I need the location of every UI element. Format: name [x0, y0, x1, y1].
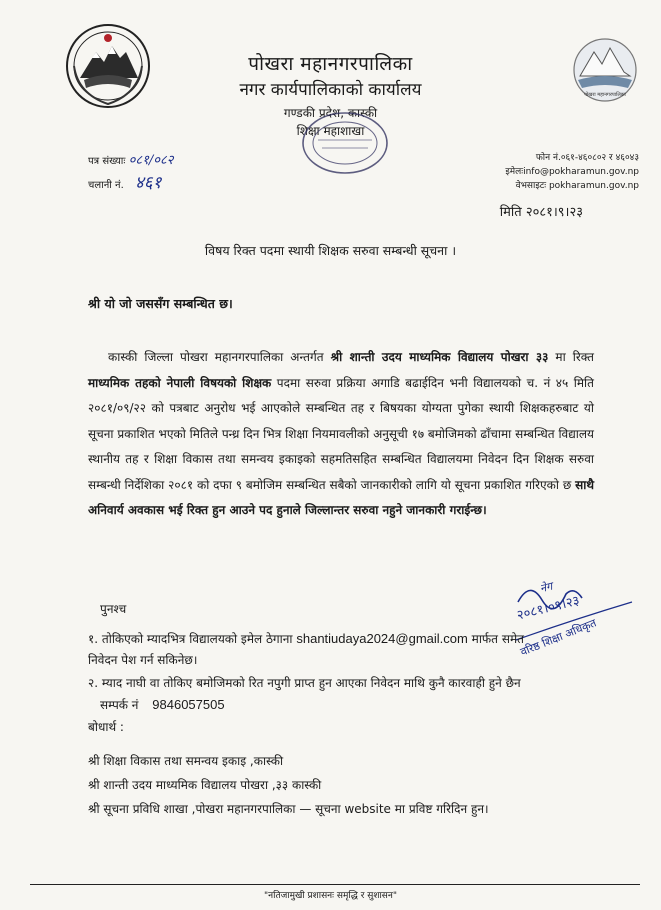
cc-item: श्री शिक्षा विकास तथा समन्वय इकाइ ,कास्की [88, 754, 284, 768]
contact-label: सम्पर्क नं [100, 698, 139, 712]
school-name: श्री शान्ती उदय माध्यमिक विद्यालय पोखरा ३३ [330, 350, 549, 364]
postscript-item-2: २. म्याद नाघी वा तोकिए बमोजिमको रित नपुगी प्राप्त हुन आएका निवेदन माथि कुनै कारवाही हुने छैन [88, 676, 521, 690]
postscript-item-1 [88, 630, 524, 647]
ref-number [88, 150, 174, 168]
pokhara-logo-icon [568, 36, 642, 104]
signature-block [512, 580, 642, 690]
cc-item: श्री सूचना प्रविधि शाखा ,पोखरा महानगरपालिका — सूचना website मा प्रविष्ट गरिदिन हुन। [88, 802, 489, 816]
salutation: श्री यो जो जससँग सम्बन्धित छ। [88, 296, 233, 311]
cc-label: बोधार्थ : [88, 720, 124, 734]
footer-divider [30, 884, 640, 885]
contact-number [100, 696, 225, 713]
svg-text:पोखरा महानगरपालिका: पोखरा महानगरपालिका [584, 92, 626, 98]
phone-number: फोन नं.०६१-४६०८०२ र ४६०४३ [535, 153, 639, 163]
body-text: मा रिक्त [548, 350, 595, 364]
website-address[interactable]: वेभसाइटः pokharamun.gov.np [515, 181, 639, 191]
postscript-item-1-cont: निवेदन पेश गर्न सकिनेछ। [88, 653, 198, 667]
email-address[interactable]: इमेलःinfo@pokharamun.gov.np [505, 167, 639, 177]
signature-date: २०८१।०९।२३ [515, 593, 582, 624]
notice-body [88, 345, 594, 524]
body-text: पदमा सरुवा प्रक्रिया अगाडि बढाईदिन भनी विद्यालयको च. नं ४५ मिति २०८१/०९/२२ को पत्रबाट अनुरोध भई आएकोले सम्बन्धित तह र बिषयका योग्यता पुगेका स्थायी शिक्षकहरुबाट यो सूचना प्रकाशित भएको मितिले पन्ध्र दिन भित्र शिक्षा नियमावलीको अनुसूची १७ बमोजिमको ढाँचामा सम्बन्धित विद्यालय स्थानीय तह र शिक्षा विकास तथा समन्वय इकाइको सहमतिसहित सम्बन्धित विद्यालयमा निवेदन दिन शिक्षक सरुवा सम्बन्धी निर्देशिका २०८१ को दफा ९ बमोजिम सम्बन्धित सबैको जानकारीको लागि यो सूचना प्रकाशित गरिएको छ [88, 375, 594, 492]
signature-initials: नेग [538, 579, 554, 596]
office-seal-stamp [300, 110, 390, 176]
office-name: नगर कार्यपालिकाको कार्यालय [239, 80, 422, 100]
letter-date: मिति २०८१।९।२३ [499, 205, 583, 220]
postscript-text: १. तोकिएको म्यादभित्र विद्यालयको इमेल ठेगाना [88, 632, 297, 646]
division-name: शिक्षा महाशाखा [296, 124, 365, 138]
school-email-link[interactable]: shantiudaya2024@gmail.com [296, 631, 468, 646]
body-text: कास्की जिल्ला पोखरा महानगरपालिका अन्तर्गत [108, 350, 331, 364]
ref-value: ०८१/०८२ [128, 153, 174, 168]
dispatch-value: ४६१ [134, 173, 162, 193]
contact-phone: 9846057505 [152, 697, 225, 712]
dispatch-label: चलानी नं. [88, 180, 124, 191]
footer-slogan: "नतिजामुखी प्रशासनः समृद्धि र सुशासन" [263, 891, 397, 901]
officer-title-stamp: वरिष्ठ शिक्षा अधिकृत [518, 616, 599, 659]
important-note: साथै अनिवार्य अवकास भई रिक्त हुन आउने पद हुनाले जिल्लान्तर सरुवा नहुने जानकारी गराईन्छ। [88, 477, 594, 517]
cc-item: श्री शान्ती उदय माध्यमिक विद्यालय पोखरा ,३३ कास्की [88, 778, 322, 792]
dispatch-number [88, 170, 162, 193]
postscript-label: पुनश्च [100, 602, 127, 616]
postscript-text: मार्फत समेत [467, 632, 524, 646]
subject-line: विषय रिक्त पदमा स्थायी शिक्षक सरुवा सम्बन्धी सूचना । [204, 243, 457, 258]
ref-label: पत्र संख्याः [88, 156, 126, 167]
position-name: माध्यमिक तहको नेपाली विषयको शिक्षक [88, 375, 272, 390]
municipality-name: पोखरा महानगरपालिका [248, 53, 413, 75]
office-address: गण्डकी प्रदेश, कास्की [283, 106, 378, 120]
